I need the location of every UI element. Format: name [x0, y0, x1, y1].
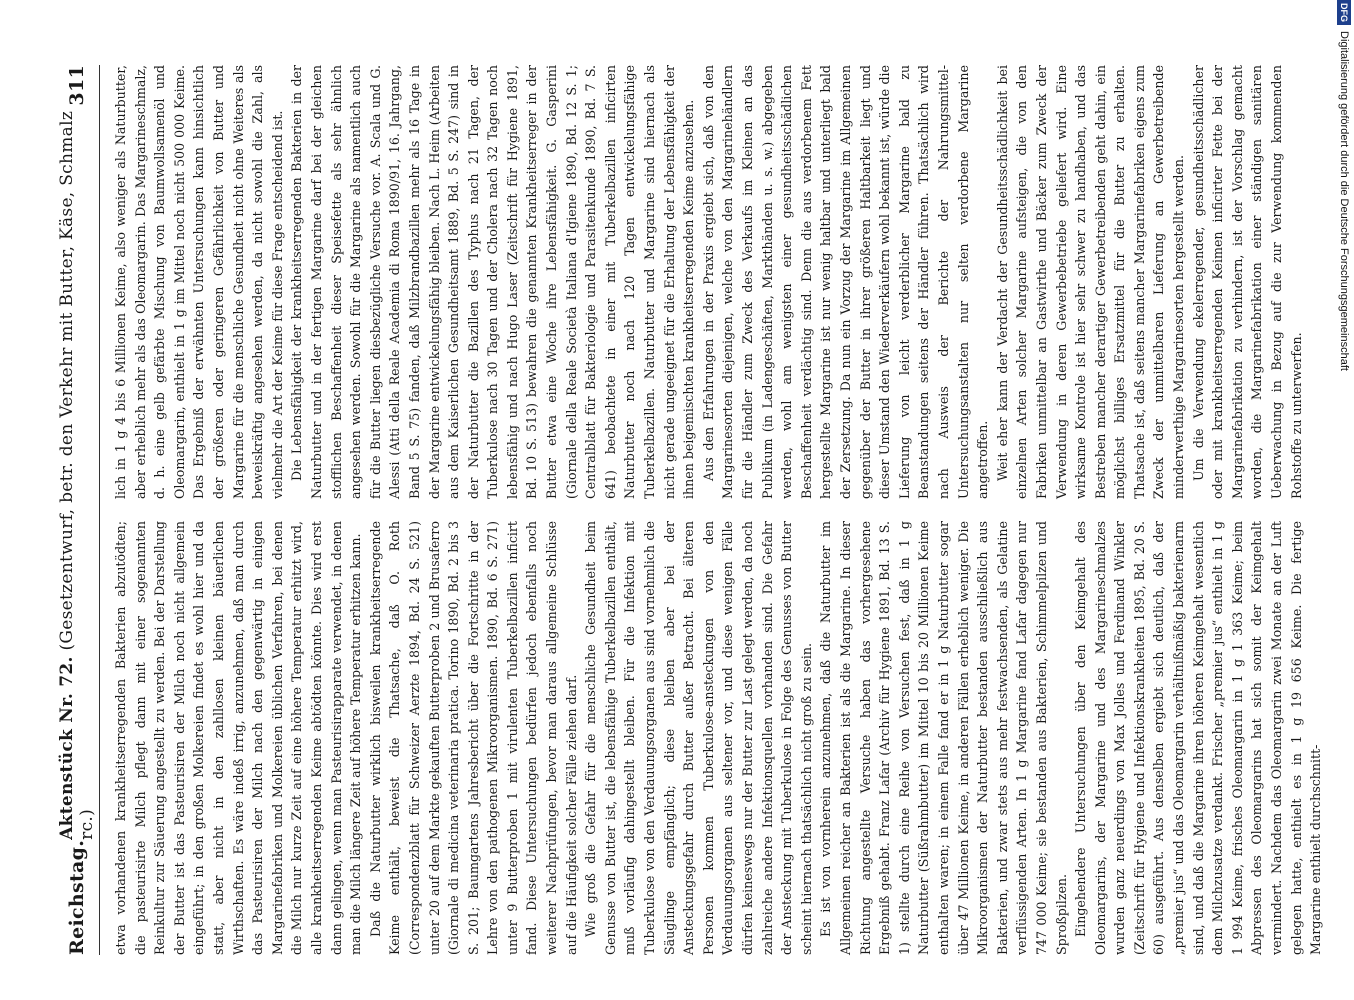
paragraph: Wie groß die Gefahr für die menschliche Gesundheit beim Genusse von Butter ist, die lebensfähige Tuberkelbazillen enthält, muß vorläufig dahingestellt bleiben. Für die Infektion mit Tuberkulose von den Verdauungsorganen aus sind vornehmlich die Säuglinge empfänglich; diese bleiben aber bei der Ansteckungsgefahr durch Butter außer Betracht. Bei älteren Personen kommen Tuberkulose-ansteckungen von den Verdauungsorganen aus seltener vor, und diese wenigen Fälle dürfen keineswegs nur der Butter zur Last gelegt werden, da noch zahlreiche andere Infektionsquellen vorhanden sind. Die Gefahr der Ansteckung mit Tuberkulose in Folge des Genusses von Butter scheint hiernach thatsächlich nicht groß zu sein.	[583, 521, 814, 955]
credit-text: Digitalisierung gefördert durch die Deutsche Forschungsgemeinschaft	[1338, 31, 1350, 371]
paragraph: etwa vorhandenen krankheitserregenden Bakterien abzutödten; die pasteurisirte Milch pflegt dann mit einer sogenannten Reinkultur zur Säuerung angestellt zu werden. Bei der Darstellung der Butter ist das Pasteurisiren der Milch noch nicht allgemein eingeführt; in den großen Molkereien findet es wohl hier und da statt, aber nicht in den zahllosen kleinen bäuerlichen Wirthschaften. Es wäre indeß irrig, anzunehmen, daß man durch das Pasteurisiren der Milch nach den gegenwärtig in einigen Margarinefabriken und Molkereien üblichen Verfahren, bei denen die Milch nur kurze Zeit auf eine höhere Temperatur erhitzt wird, alle krankheitserregenden Keime abtödten könnte. Dies wird erst dann gelingen, wenn man Pasteurisirapparate verwendet, in denen man die Milch längere Zeit auf höhere Temperatur erhitzen kann.	[113, 521, 364, 955]
header-document-reference	[57, 106, 97, 840]
text-columns	[111, 65, 1324, 955]
paragraph: Weit eher kann der Verdacht der Gesundheitsschädlichkeit bei einzelnen Arten solcher Margarine aufsteigen, die von den Fabriken unmittelbar an Gastwirthe und Bäcker zum Zweck der Verwendung in deren Gewerbebetriebe geliefert wird. Eine wirksame Kontrole ist hier sehr schwer zu handhaben, und das Bestreben mancher derartiger Gewerbetreibenden geht dahin, ein möglichst billiges Ersatzmittel für die Butter zu erhalten. Thatsache ist, daß seitens mancher Margarinefabriken eigens zum Zweck der unmittelbaren Lieferung an Gewerbetreibende minderwerthige Margarinesorten hergestellt werden.	[994, 65, 1187, 499]
right-column	[111, 65, 1307, 499]
page-number: 311	[66, 65, 88, 106]
page-header	[55, 65, 100, 955]
paragraph: Um die Verwendung ekelerregender, gesundheitsschädlicher oder mit krankheitserregenden Keimen inficirter Fette bei der Margarinefabrikation zu verhindern, ist der Vorschlag gemacht worden, die Margarinefabrikation einer ständigen sanitären Ueberwachung in Bezug auf die zur Verwendung kommenden Rohstoffe zu unterwerfen.	[1190, 65, 1304, 499]
digitization-credit-rotated	[1334, 0, 1354, 1000]
header-subject: (Gesetzentwurf, betr. den Verkehr mit Butter, Käse, Schmalz rc.)	[57, 110, 97, 840]
paragraph: lich in 1 g 4 bis 6 Millionen Keime, also weniger als Naturbutter, aber erheblich mehr als das Oleomargarin. Das Margarineschmalz, d. h. eine gelb gefärbte Mischung von Baumwollsamenöl und Oleomargarin, enthielt in 1 g im Mittel noch nicht 500 000 Keime. Das Ergebniß der erwähnten Untersuchungen kann hinsichtlich der größeren oder geringeren Gefährlichkeit von Butter und Margarine für die menschliche Gesundheit nicht ohne Weiteres als beweiskräftig angesehen werden, da nicht sowohl die Zahl, als vielmehr die Art der Keime für diese Frage entscheidend ist.	[113, 65, 285, 499]
header-parliament: Reichstag.	[66, 839, 88, 955]
paragraph: Es ist von vornherein anzunehmen, daß die Naturbutter im Allgemeinen reicher an Bakterien ist als die Margarine. In dieser Richtung angestellte Versuche haben das vorhergesehene Ergebniß gehabt. Franz Lafar (Archiv für Hygiene 1891, Bd. 13 S. 1) stellte durch eine Reihe von Versuchen fest, daß in 1 g Naturbutter (Süßrahmbutter) im Mittel 10 bis 20 Millionen Keime enthalten waren; in einem Falle fand er in 1 g Naturbutter sogar über 47 Millionen Keime, in anderen Fällen erheblich weniger. Die Mikroorganismen der Naturbutter bestanden ausschließlich aus Bakterien, und zwar stets aus mehr festwachsenden, als Gelatine verflüssigenden Arten. In 1 g Margarine fand Lafar dagegen nur 747 000 Keime; sie bestanden aus Bakterien, Schimmelpilzen und Sproßpilzen.	[818, 521, 1069, 955]
paragraph: Eingehendere Untersuchungen über den Keimgehalt des Oleomargarins, der Margarine und des Margarineschmalzes wurden ganz neuerdings von Max Jolles und Ferdinand Winkler (Zeitschrift für Hygiene und Infektionskrankheiten 1895, Bd. 20 S. 60) ausgeführt. Aus denselben ergiebt sich deutlich, daß der „premier jus“ und das Oleomargarin verhältnißmäßig bakterienarm sind, und daß die Margarine ihren höheren Keimgehalt wesentlich dem Milchzusatze verdankt. Frischer „premier jus“ enthielt in 1 g 1 994 Keime, frisches Oleomargarin in 1 g 1 363 Keime; beim Abpressen des Oleomargarins hat sich somit der Keimgehalt vermindert. Nachdem das Oleomargarin zwei Monate an der Luft gelegen hatte, enthielt es in 1 g 19 656 Keime. Die fertige Margarine enthielt durchschnitt-	[1073, 521, 1324, 955]
dfg-logo: DFG	[1337, 0, 1351, 25]
left-column	[111, 521, 1324, 955]
paragraph: Daß die Naturbutter wirklich bisweilen krankheitserregende Keime enthält, beweist die Thatsache, daß O. Roth (Correspondenzblatt für Schweizer Aerzte 1894, Bd. 24 S. 521) unter 20 auf dem Markte gekauften Butterproben 2 und Brusaferro (Giornale di medicina veterinaria pratica. Torino 1890, Bd. 2 bis 3 S. 201; Baumgartens Jahresbericht über die Fortschritte in der Lehre von den pathogenen Mikroorganismen. 1890, Bd. 6 S. 271) unter 9 Butterproben 1 mit virulenten Tuberkelbazillen inficirt fand. Diese Untersuchungen bedürfen jedoch ebenfalls noch weiterer Nachprüfungen, bevor man daraus allgemeine Schlüsse auf die Häufigkeit solcher Fälle ziehen darf.	[367, 521, 579, 955]
rotated-document-page	[55, 45, 1324, 975]
paragraph: Aus den Erfahrungen in der Praxis ergiebt sich, daß von den Margarinesorten diejenigen, welche von den Margarinehändlern für die Händler zum Zweck des Verkaufs im Kleinen an das Publikum (in Ladengeschäften, Markthänden u. s. w.) abgegeben werden, wohl am wenigsten einer gesundheitsschädlichen Beschaffenheit verdächtig sind. Denn die aus verdorbenem Fett hergestellte Margarine ist nur wenig haltbar und unterliegt bald der Zersetzung. Da nun ein Vorzug der Margarine im Allgemeinen gegenüber der Butter in ihrer größeren Haltbarkeit liegt und dieser Umstand den Wiederverkäufern wohl bekannt ist, würde die Lieferung von leicht verderblicher Margarine bald zu Beanstandungen seitens der Händler führen. Thatsächlich wird nach Ausweis der Berichte der Nahrungsmittel-Untersuchungsanstalten nur selten verdorbene Margarine angetroffen.	[700, 65, 991, 499]
header-doc-number: Aktenstück Nr. 72.	[57, 656, 77, 840]
digitization-credit	[1334, 0, 1354, 1000]
paragraph: Die Lebensfähigkeit der krankheitserregenden Bakterien in der Naturbutter und in der fertigen Margarine darf bei der gleichen stofflichen Beschaffenheit dieser Speisefette als sehr ähnlich angesehen werden. Sowohl für die Margarine als namentlich auch für die Butter liegen diesbezügliche Versuche vor. A. Scala und G. Alessi (Atti della Reale Academia di Roma 1890/91, 16. Jahrgang, Band 5 S. 75) fanden, daß Milzbrandbazillen mehr als 16 Tage in der Margarine entwickelungsfähig bleiben. Nach L. Heim (Arbeiten aus dem Kaiserlichen Gesundheitsamt 1889, Bd. 5 S. 247) sind in der Naturbutter die Bazillen des Typhus nach 21 Tagen, der Tuberkulose nach 30 Tagen und der Cholera nach 32 Tagen noch lebensfähig und nach Hugo Laser (Zeitschrift für Hygiene 1891, Bd. 10 S. 513) bewahren die genannten Krankheitserreger in der Butter etwa eine Woche ihre Lebensfähigkeit. G. Gasperini (Giornale della Reale Società Italiana d'Igiene 1890, Bd. 12 S. 1; Centralblatt für Bakteriologie und Parasitenkunde 1890, Bd. 7 S. 641) beobachtete in einer mit Tuberkelbazillen inficirten Naturbutter noch nach 120 Tagen entwickelungsfähige Tuberkelbazillen. Naturbutter und Margarine sind hiernach als nicht gerade ungeeignet für die Erhaltung der Lebensfähigkeit der ihnen beigemischten krankheitserregenden Keime anzusehen.	[289, 65, 697, 499]
